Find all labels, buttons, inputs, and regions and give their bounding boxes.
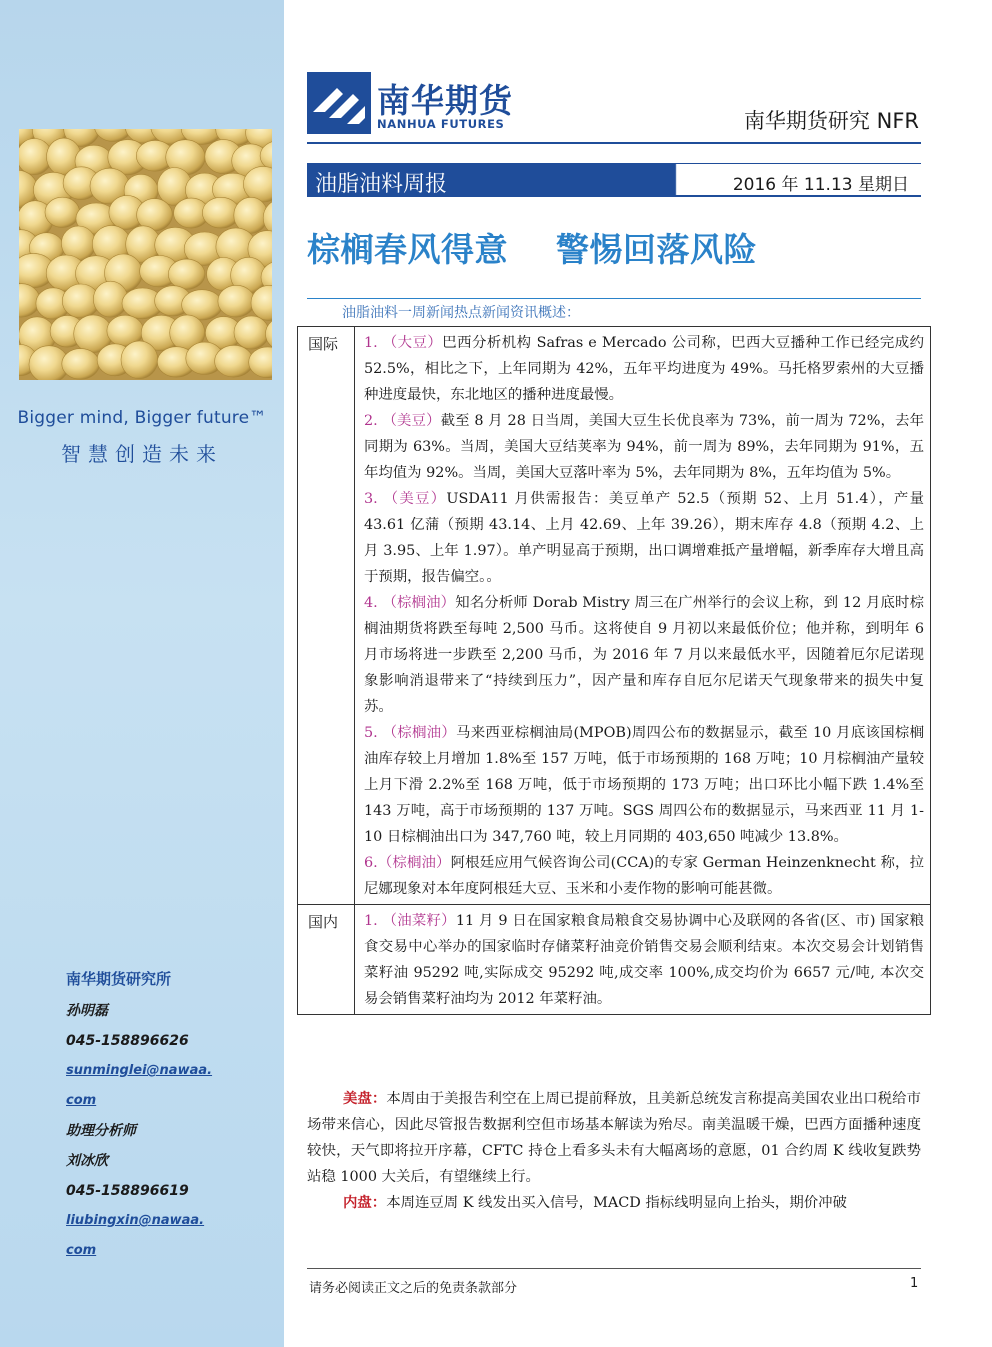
soybean-shape — [62, 349, 100, 380]
news-item-text: 截至 8 月 28 日当周，美国大豆生长优良率为 73%，前一周为 72%，去年同期为 63%。当周，美国大豆结荚率为 94%，前一周为 89%，去年同期为 91%，五年均值为 92%。当周，美国大豆落叶率为 5%，去年同期为 8%，五年均值为 5%。 — [364, 413, 924, 481]
assistant-email-link-domain[interactable]: com — [66, 1243, 97, 1258]
news-item — [364, 908, 924, 1012]
soybean-shape — [168, 259, 205, 289]
analysis-label: 美盘： — [343, 1090, 387, 1107]
report-type-band — [307, 163, 921, 197]
research-label: 南华期货研究 NFR — [743, 109, 919, 133]
news-item-tag: 1. （大豆） — [364, 335, 443, 351]
soybean-shape — [121, 341, 158, 379]
soybean-shape — [234, 316, 269, 349]
sidebar — [0, 0, 284, 1347]
analyst-phone: 045-158896626 — [66, 1033, 189, 1049]
news-item-text: 知名分析师 Dorab Mistry 周三在广州举行的会议上称，到 12 月底时棕榈油期货将跌至每吨 2,500 马币。这将使自 9 月初以来最低价位；他并称，到明年 6 月市场将进一步跌至 2,200 马币，为 2016 年 7 月以来最低水平，因随着厄尔尼诺现象影响消退带来了“持续到压力”，因产量和库存自厄尔尼诺天气现象带来的损失中复苏。 — [364, 595, 924, 715]
analysis-text: 本周连豆周 K 线发出买入信号，MACD 指标线明显向上抬头，期价冲破 — [386, 1195, 847, 1211]
news-item-tag: 3. （美豆） — [364, 491, 447, 507]
soybean-shape — [45, 197, 80, 227]
header-divider — [307, 142, 921, 144]
analysis-text: 本周由于美报告利空在上周已提前释放，且美新总统发言称提高美国农业出口税给市场带来信心，因此尽管报告数据利空但市场基本解读为殆尽。南美温暖干燥，巴西方面播种速度较快，天气即将拉开序幕，CFTC 持仓上看多头未有大幅离场的意愿，01 合约周 K 线收复跌势站稳 1000 大关后，有望继续上行。 — [307, 1091, 921, 1185]
news-item-text: USDA11 月供需报告：美豆单产 52.5（预期 52、上月 51.4），产量 43.61 亿蒲（预期 43.14、上月 42.69、上年 39.26），期末库存 4.8（预期 4.2、上月 3.95、上年 1.97）。单产明显高于预期，出口调增难抵产量增幅，新季库存大增且高于预期，报告偏空。。 — [364, 491, 924, 585]
logo-chinese: 南华期货 — [377, 81, 513, 120]
news-item — [364, 486, 924, 590]
news-item-tag: 1. （油菜籽） — [364, 913, 456, 929]
nanhua-logo-icon — [307, 72, 371, 134]
news-table — [297, 326, 931, 1015]
news-item-text: 11 月 9 日在国家粮食局粮食交易协调中心及联网的各省(区、市) 国家粮食交易中心举办的国家临时存储菜籽油竞价销售交易会顺利结束。本次交易会计划销售菜籽油 95292 吨,实际成交 95292 吨,成交率 100%,成交均价为 6657 元/吨, 本次交易会销售菜籽油均为 2012 年菜籽油。 — [364, 913, 924, 1007]
analysis-paragraph-domestic — [307, 1190, 921, 1216]
logo-english: NANHUA FUTURES — [377, 117, 505, 131]
region-cell: 国内 — [298, 905, 355, 1015]
soybean-shape — [218, 285, 255, 317]
news-item-tag: 5. （棕榈油） — [364, 725, 457, 741]
news-section-label: 油脂油料一周新闻热点新闻资讯概述： — [342, 305, 580, 321]
analyst-name: 孙明磊 — [66, 1003, 108, 1019]
soybean-photo — [19, 129, 272, 380]
news-item-tag: 2. （美豆） — [364, 413, 441, 429]
table-row — [298, 905, 931, 1015]
assistant-name: 刘冰欣 — [66, 1153, 108, 1169]
news-item-text: 阿根廷应用气候咨询公司(CCA)的专家 German Heinzenknecht 称，拉尼娜现象对本年度阿根廷大豆、玉米和小麦作物的影响可能甚微。 — [364, 855, 924, 897]
tagline-english: Bigger mind, Bigger future™ — [17, 408, 267, 428]
soybean-shape — [215, 345, 254, 377]
company-logo — [307, 72, 547, 134]
page-number: 1 — [910, 1276, 919, 1291]
news-items-cell — [355, 327, 931, 905]
footer-divider — [307, 1268, 921, 1269]
news-item — [364, 408, 924, 486]
news-divider — [307, 298, 921, 299]
region-cell: 国际 — [298, 327, 355, 905]
assistant-email-link[interactable]: liubingxin@nawaa. — [66, 1213, 205, 1228]
news-item-tag: 6.（棕榈油） — [364, 855, 451, 871]
news-items-cell — [355, 905, 931, 1015]
news-item — [364, 330, 924, 408]
analyst-email-link[interactable]: sunminglei@nawaa. — [66, 1063, 213, 1078]
news-item — [364, 850, 924, 902]
news-item-text: 马来西亚棕榈油局(MPOB)周四公布的数据显示，截至 10 月底该国棕榈油库存较上月增加 1.8%至 157 万吨，低于市场预期的 168 万吨；10 月棕榈油产量较上月下滑 2.2%至 168 万吨，低于市场预期的 173 万吨；出口环比小幅下跌 1.4%至 143 万吨，高于市场预期的 137 万吨。SGS 周四公布的数据显示，马来西亚 11 月 1-10 日棕榈油出口为 347,760 吨，较上月同期的 403,650 吨减少 13.8%。 — [364, 725, 924, 845]
report-date: 2016 年 11.13 星期日 — [732, 175, 909, 195]
assistant-title: 助理分析师 — [66, 1123, 136, 1139]
analysis-label: 内盘： — [343, 1194, 387, 1211]
assistant-phone: 045-158896619 — [66, 1183, 189, 1199]
analyst-email-link-domain[interactable]: com — [66, 1093, 97, 1108]
news-item-text: 巴西分析机构 Safras e Mercado 公司称，巴西大豆播种工作已经完成约 52.5%，相比之下，上年同期为 42%，五年平均进度为 49%。马托格罗索州的大豆播种进度最快，东北地区的播种进度最慢。 — [364, 335, 924, 403]
tagline-chinese: 智慧创造未来 — [61, 442, 223, 466]
news-item-tag: 4. （棕榈油） — [364, 595, 456, 611]
analysis-paragraph-us — [307, 1086, 921, 1190]
news-item — [364, 720, 924, 850]
page-title: 棕榈春风得意 警惕回落风险 — [307, 230, 757, 269]
report-type: 油脂油料周报 — [315, 172, 448, 197]
market-analysis — [307, 1086, 921, 1216]
contact-block — [66, 968, 266, 1266]
research-institute: 南华期货研究所 — [66, 970, 172, 988]
table-row — [298, 327, 931, 905]
news-item — [364, 590, 924, 720]
disclaimer-note: 请务必阅读正文之后的免责条款部分 — [309, 1281, 518, 1296]
soybean-image — [19, 129, 272, 380]
